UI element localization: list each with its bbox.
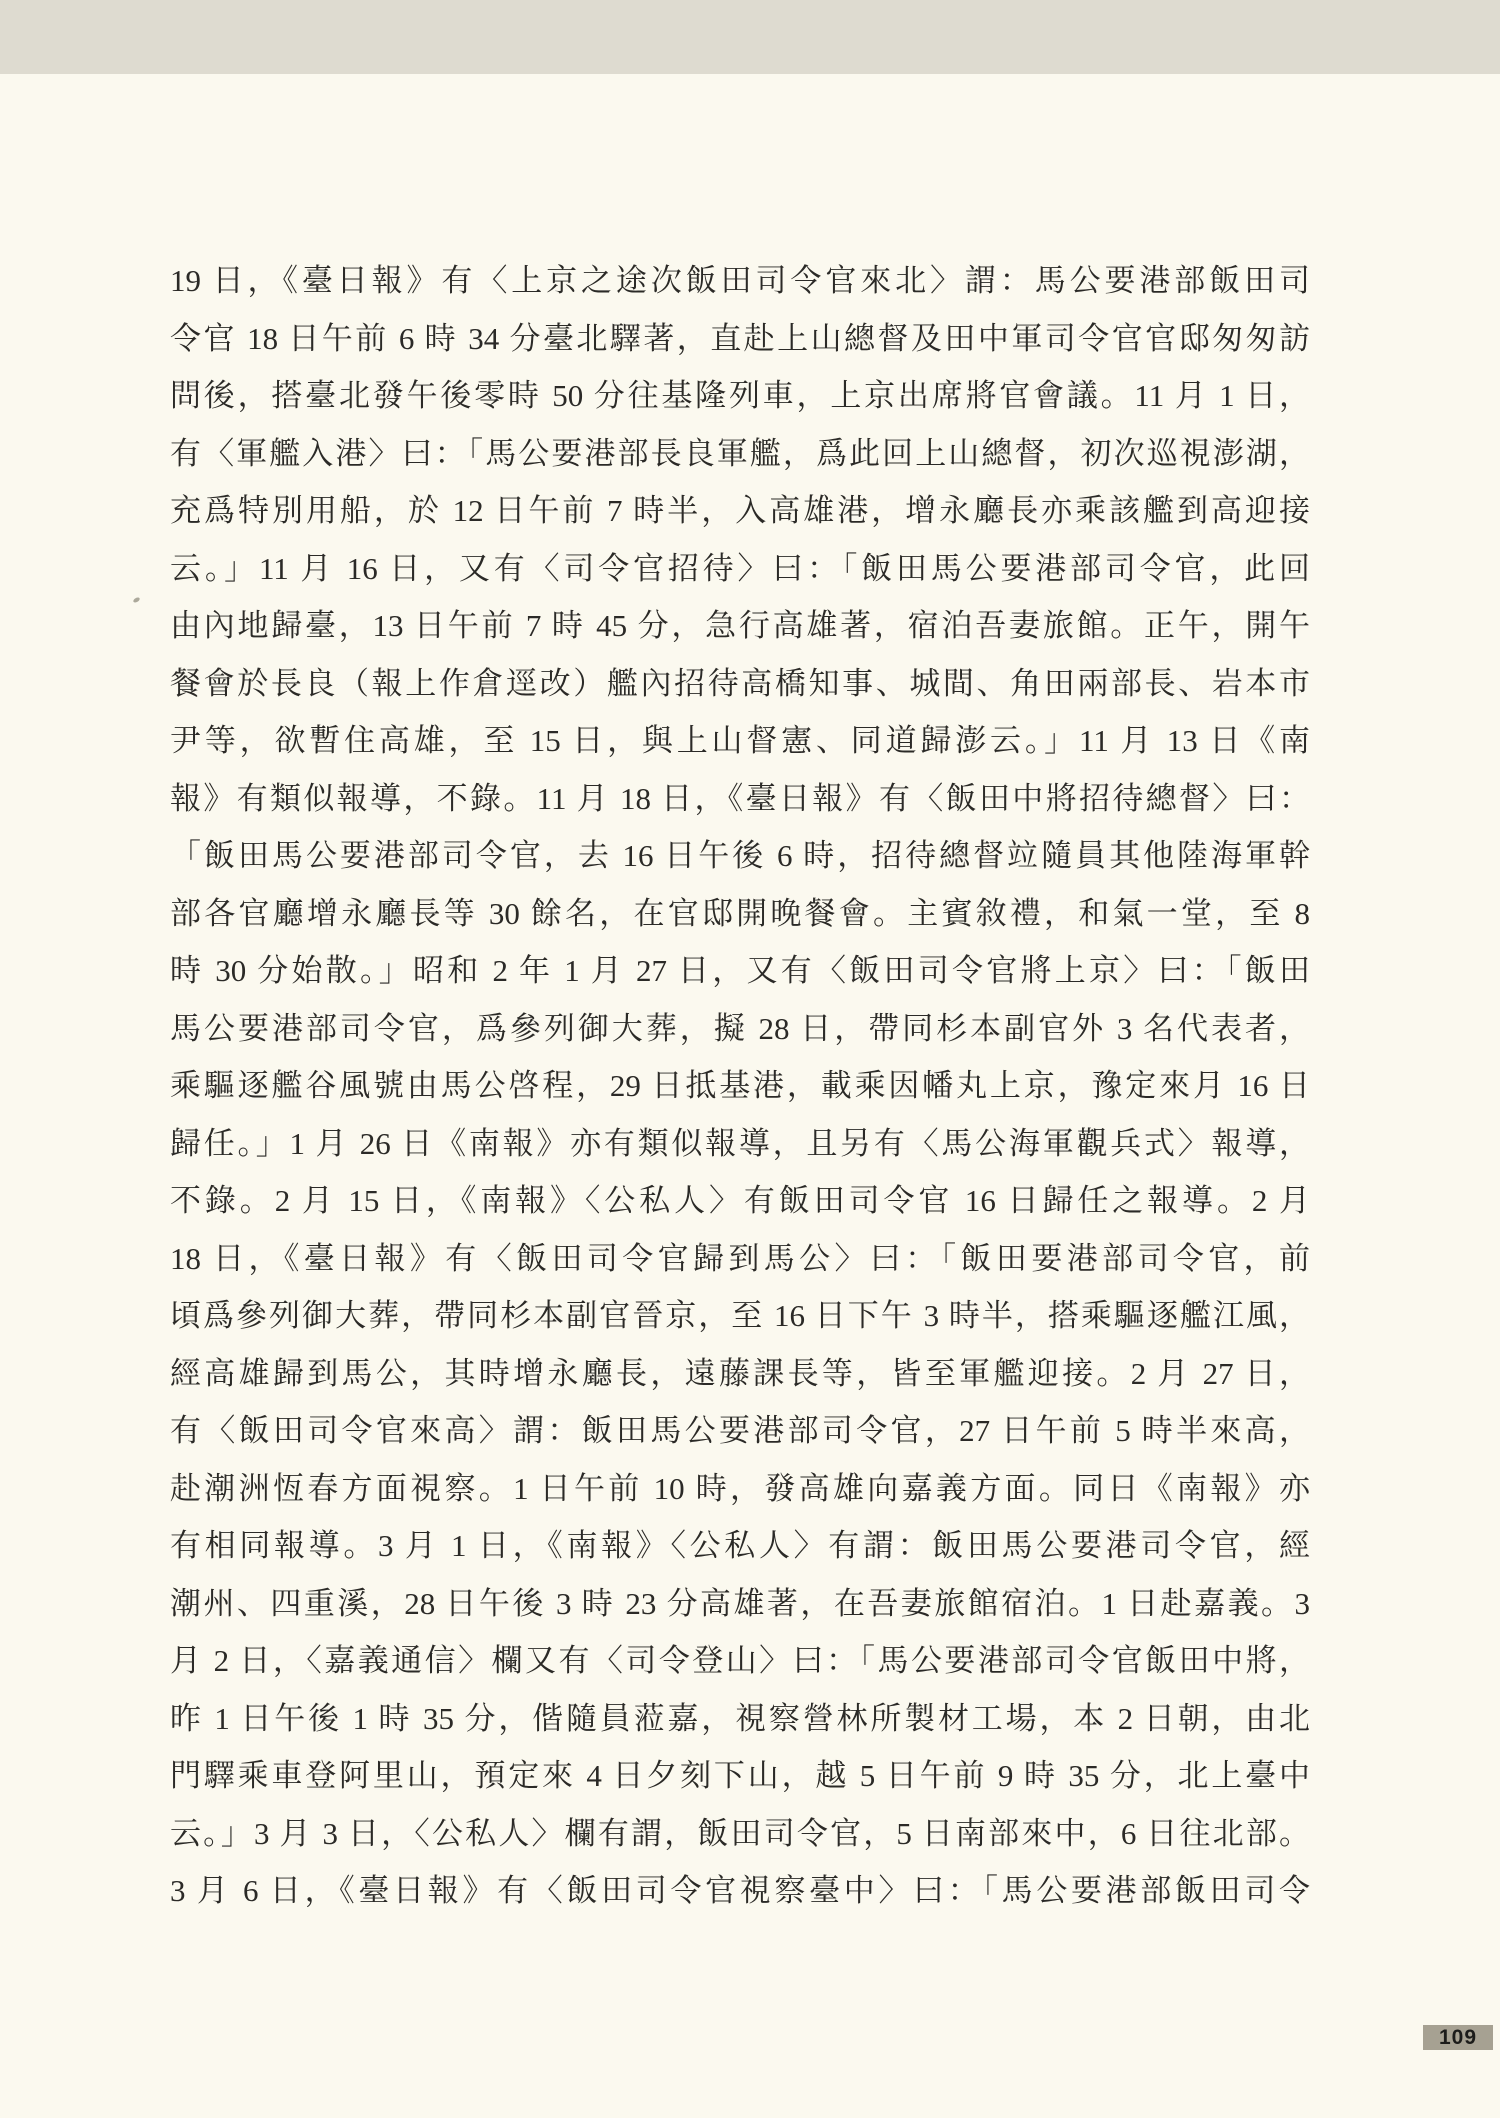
text-line: 19 日，《臺日報》有〈上京之途次飯田司令官來北〉謂：馬公要港部飯田司 (170, 263, 1310, 298)
text-line: 門驛乘車登阿里山，預定來 4 日夕刻下山，越 5 日午前 9 時 35 分，北上臺中 (170, 1758, 1310, 1793)
text-line: 云。」3 月 3 日，〈公私人〉欄有謂，飯田司令官，5 日南部來中，6 日往北部。 (170, 1815, 1310, 1851)
page-number-badge (1423, 2025, 1493, 2050)
text-line: 有〈飯田司令官來高〉謂：飯田馬公要港部司令官，27 日午前 5 時半來高， (170, 1413, 1310, 1448)
text-line: 由內地歸臺，13 日午前 7 時 45 分，急行高雄著，宿泊吾妻旅館。正午，開午 (170, 608, 1310, 643)
text-line: 「飯田馬公要港部司令官，去 16 日午後 6 時，招待總督竝隨員其他陸海軍幹 (170, 838, 1310, 873)
text-line: 潮州、四重溪，28 日午後 3 時 23 分高雄著，在吾妻旅館宿泊。1 日赴嘉義。3 (170, 1585, 1310, 1621)
scan-edge-band (0, 0, 1500, 74)
text-line: 歸任。」1 月 26 日《南報》亦有類似報導，且另有〈馬公海軍觀兵式〉報導， (170, 1125, 1310, 1161)
text-line: 云。」11 月 16 日，又有〈司令官招待〉曰：「飯田馬公要港部司令官，此回 (170, 550, 1310, 586)
text-line: 餐會於長良（報上作倉逕改）艦內招待高橋知事、城間、角田兩部長、岩本市 (170, 665, 1310, 701)
text-line: 部各官廳增永廳長等 30 餘名，在官邸開晚餐會。主賓敘禮，和氣一堂，至 8 (170, 895, 1310, 931)
text-line: 有〈軍艦入港〉曰：「馬公要港部長良軍艦，爲此回上山總督，初次巡視澎湖， (170, 435, 1310, 471)
text-line: 有相同報導。3 月 1 日，《南報》〈公私人〉有謂：飯田馬公要港司令官，經 (170, 1528, 1310, 1563)
text-line: 經高雄歸到馬公，其時增永廳長，遠藤課長等，皆至軍艦迎接。2 月 27 日， (170, 1355, 1310, 1391)
scan-speck (132, 597, 140, 604)
text-line: 3 月 6 日，《臺日報》有〈飯田司令官視察臺中〉曰：「馬公要港部飯田司令 (170, 1873, 1310, 1908)
text-line: 報》有類似報導，不錄。11 月 18 日，《臺日報》有〈飯田中將招待總督〉曰： (170, 780, 1310, 816)
text-line: 乘驅逐艦谷風號由馬公啓程，29 日抵基港，載乘因幡丸上京，豫定來月 16 日 (170, 1068, 1310, 1103)
text-line: 赴潮洲恆春方面視察。1 日午前 10 時，發高雄向嘉義方面。同日《南報》亦 (170, 1470, 1310, 1506)
text-line: 月 2 日，〈嘉義通信〉欄又有〈司令登山〉曰：「馬公要港部司令官飯田中將， (170, 1643, 1310, 1678)
text-line: 尹等，欲暫住高雄，至 15 日，與上山督憲、同道歸澎云。」11 月 13 日《南 (170, 723, 1310, 758)
text-line: 頃爲參列御大葬，帶同杉本副官晉京，至 16 日下午 3 時半，搭乘驅逐艦江風， (170, 1298, 1310, 1333)
page-number: 109 (1438, 2025, 1478, 2049)
page (0, 74, 1500, 2118)
text-line: 時 30 分始散。」昭和 2 年 1 月 27 日，又有〈飯田司令官將上京〉曰：「飯田 (170, 953, 1310, 988)
text-line: 馬公要港部司令官，爲參列御大葬，擬 28 日，帶同杉本副官外 3 名代表者， (170, 1010, 1310, 1046)
body-text (170, 252, 1310, 1920)
text-line: 18 日，《臺日報》有〈飯田司令官歸到馬公〉曰：「飯田要港部司令官，前 (170, 1240, 1310, 1276)
text-line: 不錄。2 月 15 日，《南報》〈公私人〉有飯田司令官 16 日歸任之報導。2 月 (170, 1183, 1310, 1218)
text-line: 充爲特別用船，於 12 日午前 7 時半，入高雄港，增永廳長亦乘該艦到高迎接 (170, 493, 1310, 528)
text-line: 昨 1 日午後 1 時 35 分，偕隨員蒞嘉，視察營林所製材工場，本 2 日朝，由北 (170, 1700, 1310, 1736)
text-line: 問後，搭臺北發午後零時 50 分往基隆列車，上京出席將官會議。11 月 1 日， (170, 378, 1310, 413)
text-line: 令官 18 日午前 6 時 34 分臺北驛著，直赴上山總督及田中軍司令官官邸匆匆訪 (170, 320, 1310, 356)
